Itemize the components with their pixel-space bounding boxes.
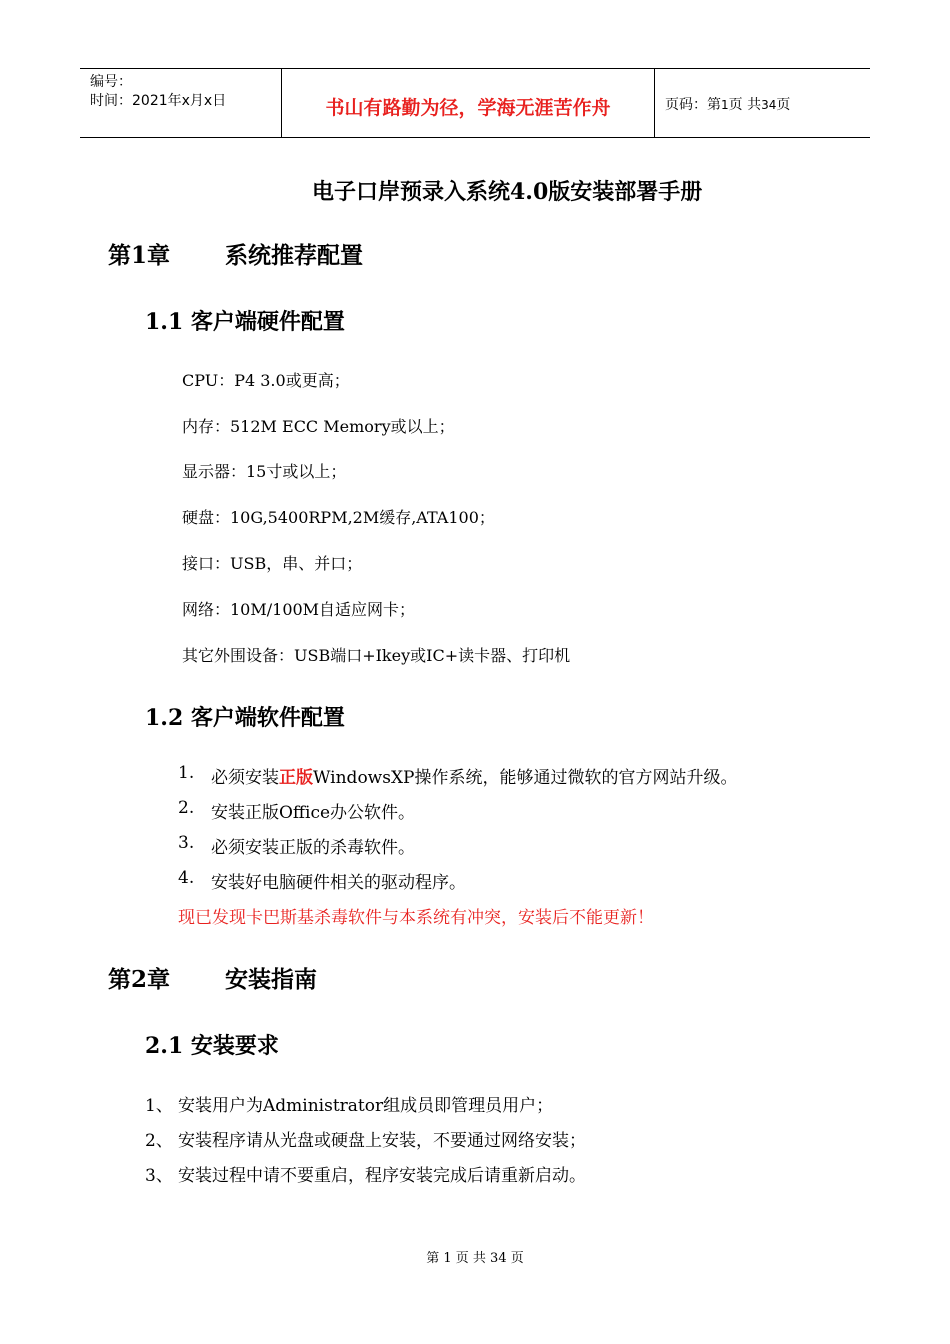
chapter-number: 第2章 [108,966,171,993]
header-motto-cell [282,69,655,137]
page-suffix: 页 [776,97,791,113]
spec-network: 网络：10M/100M自适应网卡； [182,600,416,619]
item-text: 安装程序请从光盘或硬盘上安装，不要通过网络安装； [178,1131,586,1151]
item-number: 1、 [145,1096,173,1116]
page-current: 1 [721,98,729,112]
item-number: 2、 [145,1131,173,1151]
chapter-1-heading [108,237,363,270]
spec-disk: 硬盘：10G,5400RPM,2M缓存,ATA100； [182,508,495,527]
chapter-2-heading [108,961,317,994]
item-text: 安装正版Office办公软件。 [211,803,416,823]
spec-display: 显示器：15寸或以上； [182,462,347,481]
item-text-rest: WindowsXP操作系统，能够通过微软的官方网站升级。 [313,768,738,788]
document-title: 电子口岸预录入系统4.0版安装部署手册 [312,179,703,205]
page-info [665,94,790,114]
spec-ports: 接口：USB，串、并口； [182,554,363,573]
item-number: 3. [178,833,195,853]
item-text: 必须安装正版的杀毒软件。 [211,838,415,858]
item-number: 2. [178,798,195,818]
serial-label: 编号： [90,74,132,90]
conflict-warning: 现已发现卡巴斯基杀毒软件与本系统有冲突，安装后不能更新！ [178,908,654,928]
item-number: 1. [178,763,195,783]
page-mid: 页 共 [728,97,762,113]
item-number: 3、 [145,1166,173,1186]
section-1-2-heading: 1.2 客户端软件配置 [145,705,345,731]
page-footer: 第 1 页 共 34 页 [426,1251,524,1266]
chapter-number: 第1章 [108,242,171,269]
header-info-cell [80,69,282,137]
motto: 书山有路勤为径，学海无涯苦作舟 [325,97,611,119]
item-text: 安装用户为Administrator组成员即管理员用户； [178,1096,554,1116]
page-prefix: 页码：第 [665,97,721,113]
header-table [80,68,870,138]
section-1-1-heading: 1.1 客户端硬件配置 [145,309,345,335]
chapter-name: 安装指南 [225,966,317,993]
item-text: 必须安装 [211,768,279,788]
spec-cpu: CPU：P4 3.0或更高； [182,371,350,390]
header-page-cell [655,69,870,137]
chapter-name: 系统推荐配置 [225,242,363,269]
item-number: 4. [178,868,195,888]
spec-memory: 内存：512M ECC Memory或以上； [182,417,455,436]
time-label: 时间：2021年x月x日 [90,93,227,109]
item-text: 安装过程中请不要重启，程序安装完成后请重新启动。 [178,1166,586,1186]
item-text: 安装好电脑硬件相关的驱动程序。 [211,873,466,893]
section-2-1-heading: 2.1 安装要求 [145,1033,279,1059]
page-total: 34 [761,98,777,112]
spec-peripherals: 其它外围设备：USB端口+Ikey或IC+读卡器、打印机 [182,646,571,665]
highlight-genuine: 正版 [279,768,313,788]
